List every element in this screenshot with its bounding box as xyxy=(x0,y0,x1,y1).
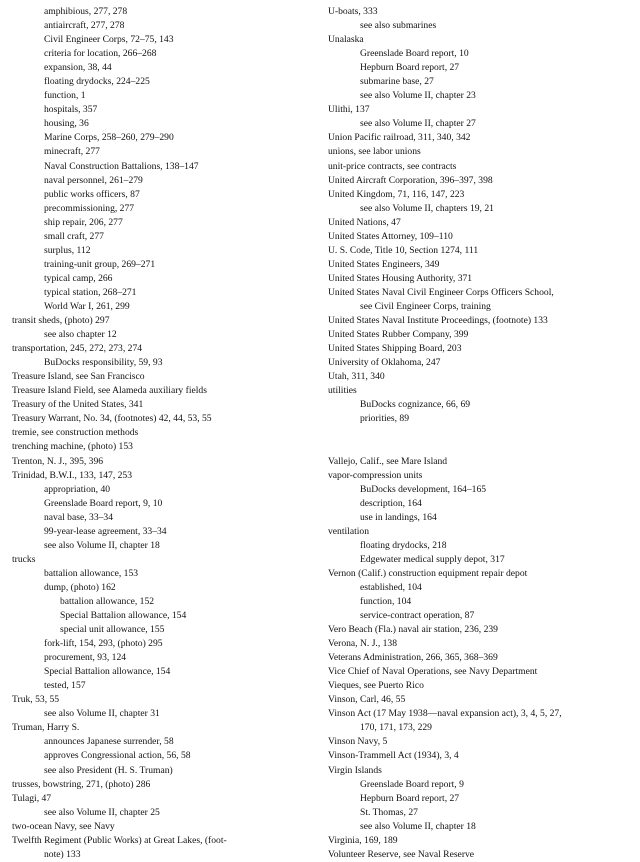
index-entry: Truman, Harry S. xyxy=(12,722,80,734)
index-subentry: tested, 157 xyxy=(44,680,86,692)
index-subentry: hospitals, 357 xyxy=(44,104,98,116)
index-entry: trusses, bowstring, 271, (photo) 286 xyxy=(12,778,151,790)
index-entry: transportation, 245, 272, 273, 274 xyxy=(12,343,143,355)
index-subentry: Special Battalion allowance, 154 xyxy=(44,666,171,678)
index-subentry: antiaircraft, 277, 278 xyxy=(44,20,125,32)
index-subentry: use in landings, 164 xyxy=(360,511,437,523)
index-subentry: expansion, 38, 44 xyxy=(44,62,112,74)
index-entry: Verona, N. J., 138 xyxy=(328,638,398,650)
index-subentry: established, 104 xyxy=(360,581,422,593)
index-entry: Ulithi, 137 xyxy=(328,104,370,116)
index-subentry: ship repair, 206, 277 xyxy=(44,216,123,228)
index-entry: Treasury Warrant, No. 34, (footnotes) 42, 44, 53, 55 xyxy=(12,413,212,425)
index-subentry: procurement, 93, 124 xyxy=(44,652,127,664)
index-entry: Tulagi, 47 xyxy=(12,792,52,804)
index-subentry: public works officers, 87 xyxy=(44,188,140,200)
index-subentry: fork-lift, 154, 293, (photo) 295 xyxy=(44,638,163,650)
index-subentry: service-contract operation, 87 xyxy=(360,610,475,622)
index-subentry: appropriation, 40 xyxy=(44,483,111,495)
index-entry: Union Pacific railroad, 311, 340, 342 xyxy=(328,132,471,144)
index-entry: University of Oklahoma, 247 xyxy=(328,357,441,369)
index-subentry: see also Volume II, chapter 18 xyxy=(360,820,476,832)
index-subentry: precommissioning, 277 xyxy=(44,202,135,214)
index-entry: ventilation xyxy=(328,525,370,537)
index-subentry: surplus, 112 xyxy=(44,244,91,256)
index-subentry: small craft, 277 xyxy=(44,230,104,242)
index-entry: United Nations, 47 xyxy=(328,216,401,228)
index-column-right xyxy=(328,5,634,862)
index-entry: utilities xyxy=(328,385,357,397)
index-entry: Vieques, see Puerto Rico xyxy=(328,680,424,692)
index-subentry: BuDocks development, 164–165 xyxy=(360,483,487,495)
index-subentry: see also Volume II, chapters 19, 21 xyxy=(360,202,494,214)
index-entry: Twelfth Regiment (Public Works) at Great Lakes, (foot- xyxy=(12,834,227,846)
index-subentry: BuDocks cognizance, 66, 69 xyxy=(360,399,471,411)
index-entry: United States Housing Authority, 371 xyxy=(328,272,473,284)
index-entry: transit sheds, (photo) 297 xyxy=(12,315,110,327)
index-subentry: Greenslade Board report, 9, 10 xyxy=(44,497,163,509)
index-entry: Vinson-Trammell Act (1934), 3, 4 xyxy=(328,750,459,762)
index-subentry: Edgewater medical supply depot, 317 xyxy=(360,553,505,565)
index-subentry: function, 1 xyxy=(44,90,86,102)
index-subentry: BuDocks responsibility, 59, 93 xyxy=(44,357,163,369)
index-subentry: floating drydocks, 224–225 xyxy=(44,76,150,88)
index-subentry: see also submarines xyxy=(360,20,437,32)
index-entry: Unalaska xyxy=(328,34,364,46)
index-subentry: amphibious, 277, 278 xyxy=(44,6,128,17)
blank-line xyxy=(328,440,634,454)
index-entry: Vallejo, Calif., see Mare Island xyxy=(328,455,448,467)
index-entry: Veterans Administration, 266, 365, 368–369 xyxy=(328,652,498,664)
index-entry: Utah, 311, 340 xyxy=(328,371,385,383)
index-subentry: see also Volume II, chapter 25 xyxy=(44,806,160,818)
index-entry: U-boats, 333 xyxy=(328,6,378,17)
index-subentry: description, 164 xyxy=(360,497,422,509)
index-subentry: St. Thomas, 27 xyxy=(360,806,418,818)
index-entry: Truk, 53, 55 xyxy=(12,694,60,706)
index-subentry: function, 104 xyxy=(360,595,412,607)
index-subentry: battalion allowance, 152 xyxy=(60,595,155,607)
index-column-left xyxy=(12,5,318,862)
index-entry: unit-price contracts, see contracts xyxy=(328,160,457,172)
index-entry: United States Attorney, 109–110 xyxy=(328,230,453,242)
index-subentry: see also chapter 12 xyxy=(44,329,117,341)
index-entry: U. S. Code, Title 10, Section 1274, 111 xyxy=(328,244,479,256)
index-entry: United Aircraft Corporation, 396–397, 398 xyxy=(328,174,493,186)
index-subentry: criteria for location, 266–268 xyxy=(44,48,157,60)
index-entry: Trenton, N. J., 395, 396 xyxy=(12,455,104,467)
index-entry: United States Rubber Company, 399 xyxy=(328,329,469,341)
index-entry: vapor-compression units xyxy=(328,469,423,481)
index-subentry: typical camp, 266 xyxy=(44,272,113,284)
index-subentry: battalion allowance, 153 xyxy=(44,567,139,579)
index-subentry: Hepburn Board report, 27 xyxy=(360,792,460,804)
index-entry: Vinson, Carl, 46, 55 xyxy=(328,694,406,706)
index-subentry: training-unit group, 269–271 xyxy=(44,258,156,270)
index-entry: Treasure Island, see San Francisco xyxy=(12,371,145,383)
index-subentry: note) 133 xyxy=(44,848,81,860)
index-subentry: see also Volume II, chapter 18 xyxy=(44,539,160,551)
index-subentry: Naval Construction Battalions, 138–147 xyxy=(44,160,199,172)
index-subentry: naval personnel, 261–279 xyxy=(44,174,143,186)
index-subentry: see also President (H. S. Truman) xyxy=(44,764,173,776)
blank-line xyxy=(328,426,634,440)
index-subentry: announces Japanese surrender, 58 xyxy=(44,736,174,748)
index-subentry: Hepburn Board report, 27 xyxy=(360,62,460,74)
index-entry: Virgin Islands xyxy=(328,764,382,776)
index-subentry: Marine Corps, 258–260, 279–290 xyxy=(44,132,174,144)
index-entry: Trinidad, B.W.I., 133, 147, 253 xyxy=(12,469,133,481)
index-subentry: floating drydocks, 218 xyxy=(360,539,447,551)
index-subentry: see also Volume II, chapter 23 xyxy=(360,90,476,102)
index-entry: Vero Beach (Fla.) naval air station, 236, 239 xyxy=(328,624,498,636)
index-subentry: minecraft, 277 xyxy=(44,146,100,158)
index-subentry: naval base, 33–34 xyxy=(44,511,114,523)
index-entry: trucks xyxy=(12,553,36,565)
index-entry: Virginia, 169, 189 xyxy=(328,834,398,846)
index-entry: tremie, see construction methods xyxy=(12,427,139,439)
index-subentry: priorities, 89 xyxy=(360,413,410,425)
index-subentry: housing, 36 xyxy=(44,118,89,130)
index-entry: Vernon (Calif.) construction equipment repair depot xyxy=(328,567,528,579)
index-entry: United States Shipping Board, 203 xyxy=(328,343,462,355)
index-subentry: see also Volume II, chapter 31 xyxy=(44,708,160,720)
index-entry: two-ocean Navy, see Navy xyxy=(12,820,115,832)
index-entry: United States Naval Institute Proceedings, (footnote) 133 xyxy=(328,315,548,327)
index-subentry: special unit allowance, 155 xyxy=(60,624,165,636)
index-subentry: World War I, 261, 299 xyxy=(44,300,130,312)
index-entry: United States Naval Civil Engineer Corps Officers School, xyxy=(328,286,554,298)
index-subentry: dump, (photo) 162 xyxy=(44,581,116,593)
index-entry: Vinson Act (17 May 1938—naval expansion act), 3, 4, 5, 27, xyxy=(328,708,562,720)
index-entry: Vice Chief of Naval Operations, see Navy Department xyxy=(328,666,538,678)
index-entry: Volunteer Reserve, see Naval Reserve xyxy=(328,848,475,860)
index-subentry: 170, 171, 173, 229 xyxy=(360,722,432,734)
index-entry: unions, see labor unions xyxy=(328,146,421,158)
index-subentry: Special Battalion allowance, 154 xyxy=(60,610,187,622)
index-subentry: see Civil Engineer Corps, training xyxy=(360,300,491,312)
index-subentry: Civil Engineer Corps, 72–75, 143 xyxy=(44,34,174,46)
index-subentry: 99-year-lease agreement, 33–34 xyxy=(44,525,167,537)
index-subentry: see also Volume II, chapter 27 xyxy=(360,118,476,130)
index-subentry: submarine base, 27 xyxy=(360,76,434,88)
index-subentry: approves Congressional action, 56, 58 xyxy=(44,750,191,762)
index-entry: Treasure Island Field, see Alameda auxiliary fields xyxy=(12,385,207,397)
index-entry: trenching machine, (photo) 153 xyxy=(12,441,133,453)
index-subentry: Greenslade Board report, 9 xyxy=(360,778,464,790)
index-subentry: Greenslade Board report, 10 xyxy=(360,48,469,60)
index-entry: United Kingdom, 71, 116, 147, 223 xyxy=(328,188,465,200)
index-entry: Treasury of the United States, 341 xyxy=(12,399,144,411)
index-entry: United States Engineers, 349 xyxy=(328,258,440,270)
index-entry: Vinson Navy, 5 xyxy=(328,736,388,748)
index-subentry: typical station, 268–271 xyxy=(44,286,137,298)
